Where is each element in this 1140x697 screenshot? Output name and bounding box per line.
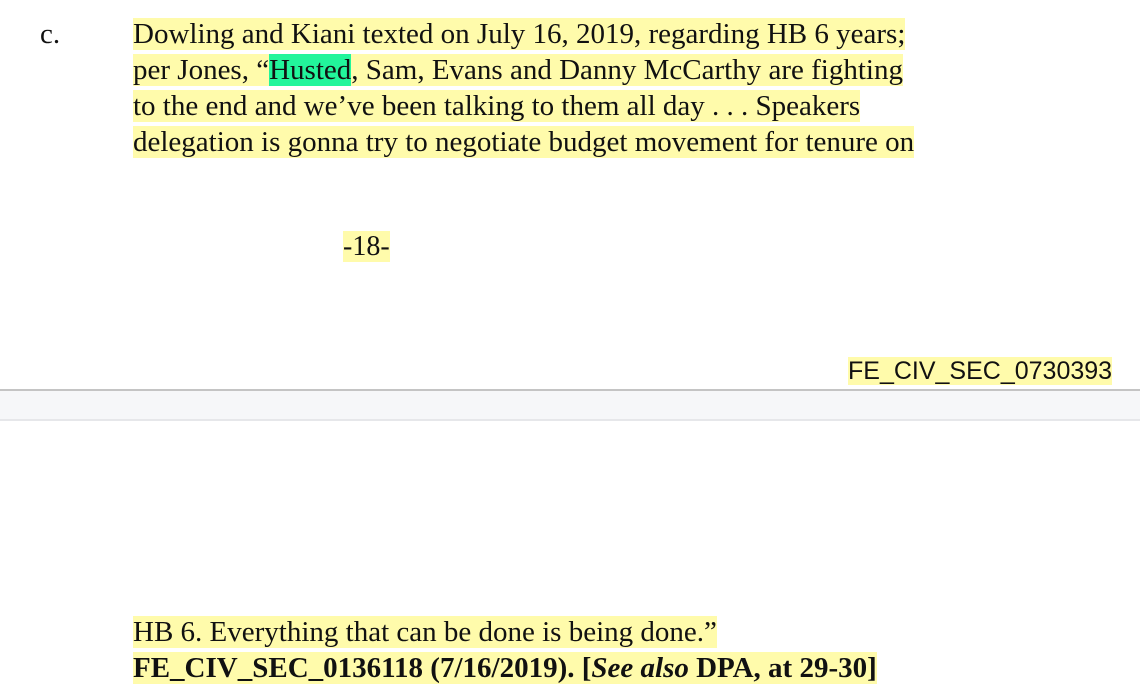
paragraph-continuation-line-1 [133,614,717,650]
paragraph-line-2 [133,52,903,88]
paragraph-line-1 [133,16,905,52]
citation-signal-italic: See also [591,652,689,684]
paragraph-line-3 [133,88,860,124]
paragraph-line-4 [133,124,914,160]
page-number-text: -18- [343,231,390,262]
citation-text-end: DPA, at 29-30] [688,652,877,684]
page-number [343,230,390,264]
page-separator [0,389,1140,421]
highlighted-text: Dowling and Kiani texted on July 16, 2019, regarding HB 6 years; [133,18,906,50]
highlighted-text: delegation is gonna try to negotiate budget movement for tenure on [133,126,915,158]
bates-number [848,356,1112,386]
highlighted-text: HB 6. Everything that can be done is being done.” [133,616,717,648]
list-item-marker: c. [40,18,61,50]
bates-number-text: FE_CIV_SEC_0730393 [848,357,1113,385]
highlighted-text: , Sam, Evans and Danny McCarthy are fighting [351,54,903,86]
highlighted-text: per Jones, “ [133,54,270,86]
search-hit-highlight[interactable]: Husted [269,54,352,86]
citation-text: FE_CIV_SEC_0136118 (7/16/2019). [ [133,652,592,684]
highlighted-text: to the end and we’ve been talking to them all day . . . Speakers [133,90,861,122]
citation-line [133,650,877,686]
